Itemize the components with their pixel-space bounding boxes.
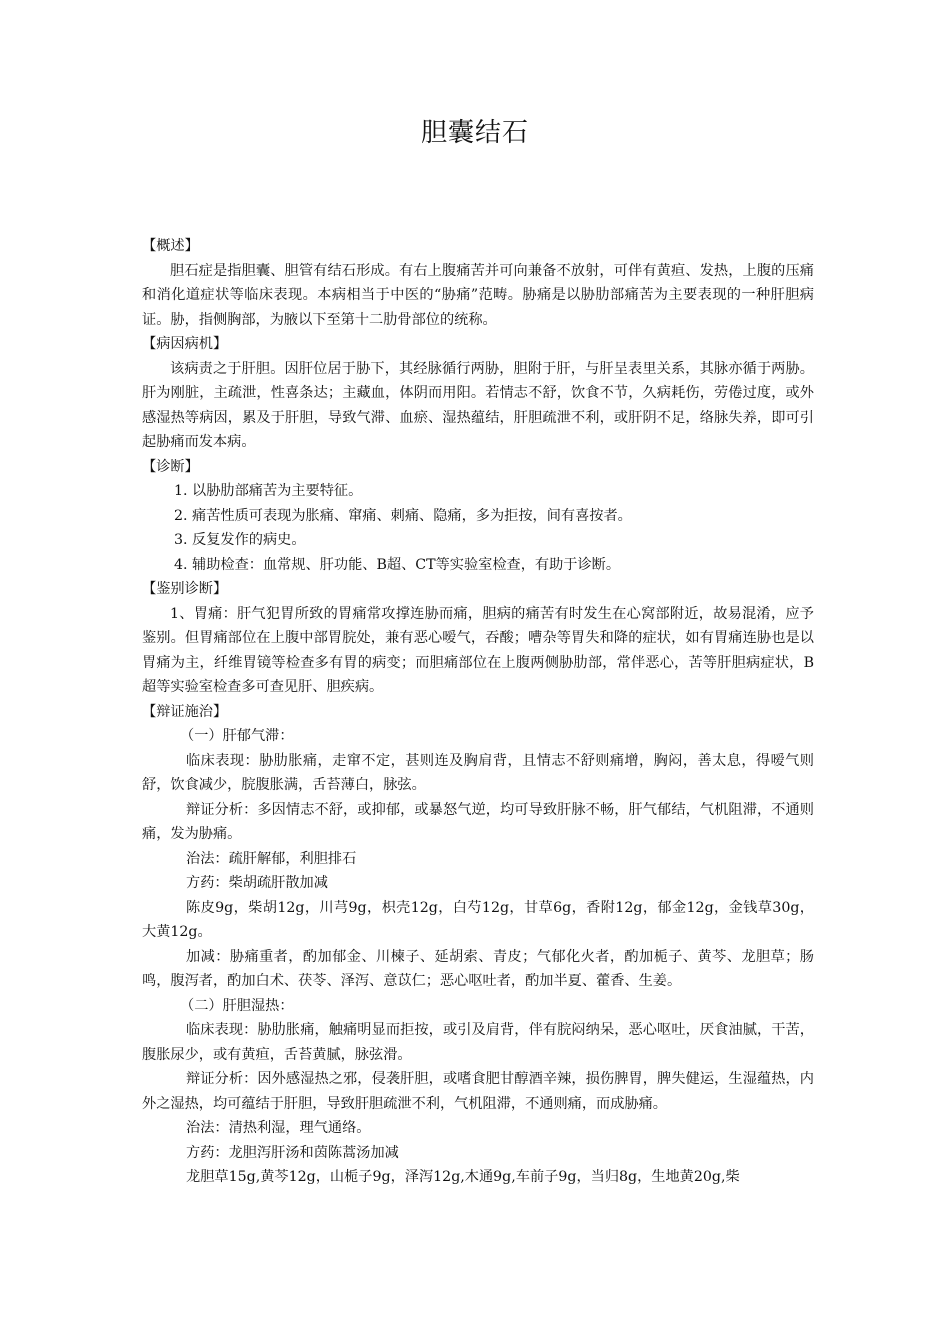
section-heading-diagnosis: 【诊断】 <box>142 458 199 475</box>
formula-ingredients: 陈皮9g，柴胡12g，川芎9g，枳壳12g，白芍12g，甘草6g，香附12g，郁金12g，金钱草30g，大黄12g。 <box>142 899 814 940</box>
document-title: 胆囊结石 <box>420 118 529 148</box>
clinical-manifestation-paragraph: 临床表现：胁肋胀痛，走窜不定，甚则连及胸肩背，且情志不舒则痛增，胸闷，善太息，得嗳气则舒，饮食减少，脘腹胀满，舌苔薄白，脉弦。 <box>142 752 814 793</box>
document-body <box>142 234 814 1190</box>
section-heading-overview: 【概述】 <box>142 238 199 254</box>
diagnosis-item: 2. 痛苦性质可表现为胀痛、窜痛、刺痛、隐痛，多为拒按，间有喜按者。 <box>174 507 632 524</box>
section-heading-treatment: 【辩证施治】 <box>142 703 228 720</box>
treatment-method: 治法：清热利湿，理气通络。 <box>186 1120 371 1136</box>
diagnosis-item: 1. 以胁肋部痛苦为主要特征。 <box>174 483 363 499</box>
diagnosis-item: 3. 反复发作的病史。 <box>174 532 306 548</box>
treatment-method: 治法：疏肝解郁，利胆排石 <box>186 850 357 867</box>
formula-name: 方药：柴胡疏肝散加减 <box>186 875 328 891</box>
etiology-paragraph: 该病责之于肝胆。因肝位居于胁下，其经脉循行两胁，胆附于肝，与肝呈表里关系，其脉亦循于两胁。肝为刚脏，主疏泄，性喜条达；主藏血，体阴而用阳。若情志不舒，饮食不节，久病耗伤，劳倦过度，或外感湿热等病因，累及于肝胆，导致气滞、血瘀、湿热蕴结，肝胆疏泄不利，或肝阴不足，络脉失养，即可引起胁痛而发本病。 <box>142 360 814 450</box>
differential-paragraph: 1、胃痛：肝气犯胃所致的胃痛常攻撑连胁而痛，胆病的痛苦有时发生在心窝部附近，故易混淆，应予鉴别。但胃痛部位在上腹中部胃脘处，兼有恶心嗳气，吞酸；嘈杂等胃失和降的症状，如有胃痛连胁也是以胃痛为主，纤维胃镜等检查多有胃的病变；而胆痛部位在上腹两侧胁肋部，常伴恶心，苦等肝胆病症状，B超等实验室检查多可查见肝、胆疾病。 <box>142 605 814 695</box>
pattern-title-liver-gallbladder-damp-heat: （二）肝胆湿热： <box>180 997 294 1014</box>
section-heading-differential: 【鉴别诊断】 <box>142 581 228 597</box>
formula-modification: 加减：胁痛重者，酌加郁金、川楝子、延胡索、青皮；气郁化火者，酌加栀子、黄芩、龙胆草；肠鸣，腹泻者，酌加白术、茯苓、泽泻、意苡仁；恶心呕吐者，酌加半夏、藿香、生姜。 <box>142 948 814 989</box>
diagnosis-item: 4. 辅助检查：血常规、肝功能、B超、CT等实验室检查，有助于诊断。 <box>174 556 621 573</box>
pattern-title-liver-qi-stagnation: （一）肝郁气滞： <box>180 728 294 744</box>
formula-ingredients: 龙胆草15g,黄芩12g，山栀子9g，泽泻12g,木通9g,车前子9g，当归8g，生地黄20g,柴 <box>186 1169 740 1185</box>
formula-name: 方药：龙胆泻肝汤和茵陈蒿汤加减 <box>186 1144 399 1161</box>
section-heading-etiology: 【病因病机】 <box>142 336 228 352</box>
pattern-analysis-paragraph: 辩证分析：多因情志不舒，或抑郁，或暴怒气逆，均可导致肝脉不畅，肝气郁结，气机阻滞，不通则痛，发为胁痛。 <box>142 801 814 842</box>
clinical-manifestation-paragraph: 临床表现：胁肋胀痛，触痛明显而拒按，或引及肩背，伴有脘闷纳呆，恶心呕吐，厌食油腻，干苦，腹胀尿少，或有黄疸，舌苔黄腻，脉弦滑。 <box>142 1022 814 1063</box>
pattern-analysis-paragraph: 辩证分析：因外感湿热之邪，侵袭肝胆，或嗜食肥甘醇酒辛辣，损伤脾胃，脾失健运，生湿蕴热，内外之湿热，均可蕴结于肝胆，导致肝胆疏泄不利，气机阻滞，不通则痛，而成胁痛。 <box>142 1071 814 1112</box>
overview-paragraph: 胆石症是指胆囊、胆管有结石形成。有右上腹痛苦并可向兼备不放射，可伴有黄疸、发热，上腹的压痛和消化道症状等临床表现。本病相当于中医的“胁痛”范畴。胁痛是以胁肋部痛苦为主要表现的一种肝胆病证。胁，指侧胸部，为腋以下至第十二肋骨部位的统称。 <box>142 262 814 328</box>
